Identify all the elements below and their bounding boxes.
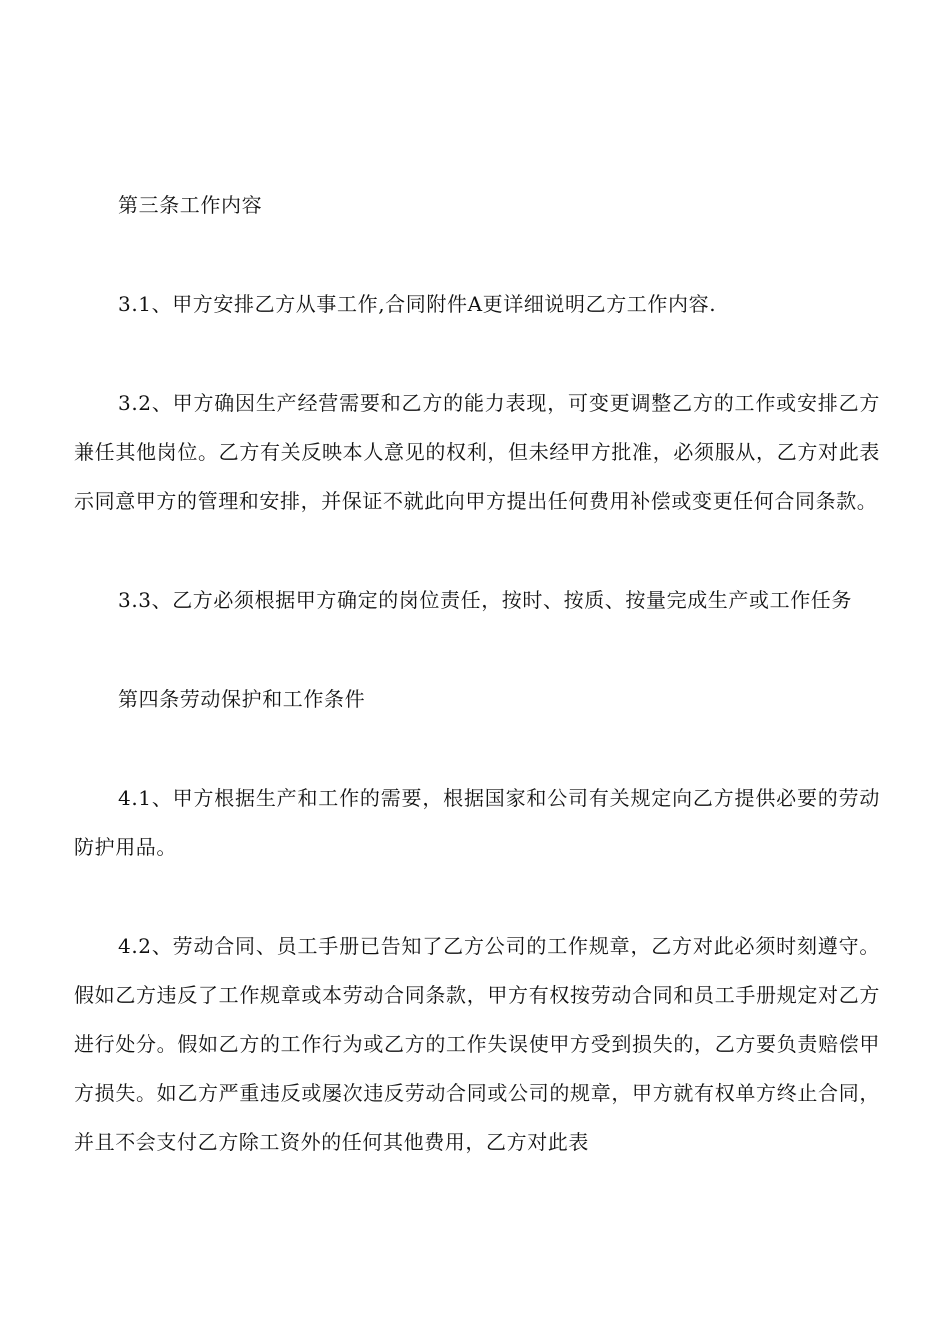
article-3-heading: 第三条工作内容 bbox=[118, 193, 263, 217]
paragraph-gap bbox=[74, 872, 880, 922]
paragraph-gap bbox=[74, 724, 880, 774]
document-body bbox=[74, 181, 880, 1167]
paragraph-gap bbox=[74, 230, 880, 280]
paragraph-gap bbox=[74, 329, 880, 379]
article-4-heading: 第四条劳动保护和工作条件 bbox=[118, 687, 366, 711]
clause-4-2: 4.2、劳动合同、员工手册已告知了乙方公司的工作规章，乙方对此必须时刻遵守。假如乙方违反了工作规章或本劳动合同条款，甲方有权按劳动合同和员工手册规定对乙方进行处分。假如乙方的工作行为或乙方的工作失误使甲方受到损失的，乙方要负责赔偿甲方损失。如乙方严重违反或屡次违反劳动合同或公司的规章，甲方就有权单方终止合同，并且不会支付乙方除工资外的任何其他费用，乙方对此表 bbox=[74, 934, 880, 1154]
clause-3-1: 3.1、甲方安排乙方从事工作,合同附件A更详细说明乙方工作内容. bbox=[118, 292, 717, 316]
clause-3-2: 3.2、甲方确因生产经营需要和乙方的能力表现，可变更调整乙方的工作或安排乙方兼任其他岗位。乙方有关反映本人意见的权利，但未经甲方批准，必须服从，乙方对此表示同意甲方的管理和安排，并保证不就此向甲方提出任何费用补偿或变更任何合同条款。 bbox=[74, 391, 880, 513]
clause-3-3: 3.3、乙方必须根据甲方确定的岗位责任，按时、按质、按量完成生产或工作任务 bbox=[118, 588, 853, 612]
paragraph-gap bbox=[74, 625, 880, 675]
paragraph-gap bbox=[74, 526, 880, 576]
clause-4-1: 4.1、甲方根据生产和工作的需要，根据国家和公司有关规定向乙方提供必要的劳动防护用品。 bbox=[74, 786, 880, 859]
